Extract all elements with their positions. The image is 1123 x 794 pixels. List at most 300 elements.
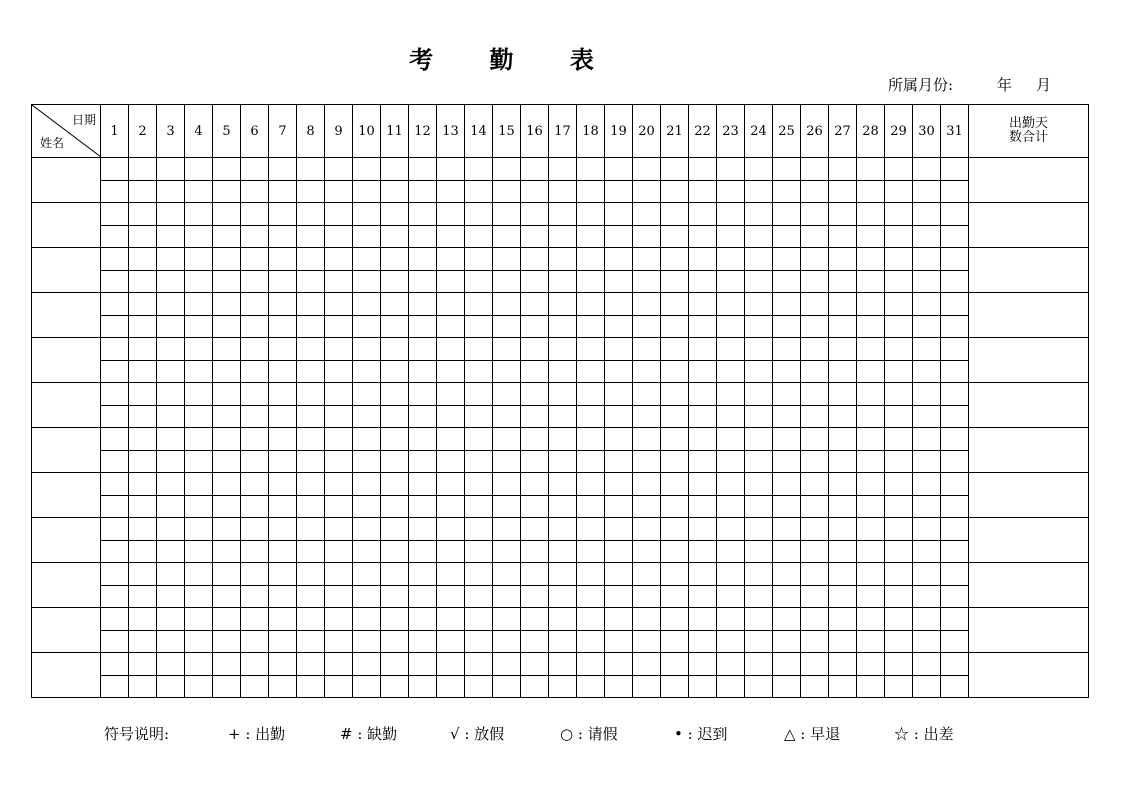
day-cell[interactable]	[829, 450, 857, 473]
total-days-cell[interactable]	[969, 653, 1089, 698]
day-cell[interactable]	[941, 540, 969, 563]
day-cell[interactable]	[493, 428, 521, 451]
day-cell[interactable]	[661, 585, 689, 608]
day-cell[interactable]	[549, 383, 577, 406]
day-cell[interactable]	[717, 158, 745, 181]
day-cell[interactable]	[437, 653, 465, 676]
day-cell[interactable]	[857, 225, 885, 248]
day-cell[interactable]	[213, 293, 241, 316]
total-days-cell[interactable]	[969, 473, 1089, 518]
day-cell[interactable]	[913, 315, 941, 338]
day-cell[interactable]	[521, 608, 549, 631]
day-cell[interactable]	[941, 450, 969, 473]
day-cell[interactable]	[521, 495, 549, 518]
day-cell[interactable]	[605, 203, 633, 226]
day-cell[interactable]	[353, 518, 381, 541]
day-cell[interactable]	[773, 608, 801, 631]
day-cell[interactable]	[437, 315, 465, 338]
day-cell[interactable]	[549, 428, 577, 451]
day-cell[interactable]	[241, 180, 269, 203]
day-cell[interactable]	[885, 360, 913, 383]
day-cell[interactable]	[857, 630, 885, 653]
day-cell[interactable]	[297, 608, 325, 631]
day-cell[interactable]	[745, 518, 773, 541]
day-cell[interactable]	[913, 518, 941, 541]
day-cell[interactable]	[381, 585, 409, 608]
day-cell[interactable]	[745, 293, 773, 316]
day-cell[interactable]	[829, 383, 857, 406]
day-cell[interactable]	[101, 450, 129, 473]
day-cell[interactable]	[409, 653, 437, 676]
day-cell[interactable]	[717, 675, 745, 698]
day-cell[interactable]	[801, 225, 829, 248]
day-cell[interactable]	[633, 405, 661, 428]
day-cell[interactable]	[801, 563, 829, 586]
day-cell[interactable]	[101, 225, 129, 248]
day-cell[interactable]	[409, 405, 437, 428]
day-cell[interactable]	[185, 158, 213, 181]
day-cell[interactable]	[885, 383, 913, 406]
day-cell[interactable]	[661, 518, 689, 541]
day-cell[interactable]	[213, 225, 241, 248]
day-cell[interactable]	[241, 405, 269, 428]
day-cell[interactable]	[773, 428, 801, 451]
day-cell[interactable]	[717, 270, 745, 293]
day-cell[interactable]	[493, 630, 521, 653]
day-cell[interactable]	[885, 428, 913, 451]
day-cell[interactable]	[689, 630, 717, 653]
day-cell[interactable]	[605, 383, 633, 406]
day-cell[interactable]	[325, 518, 353, 541]
day-cell[interactable]	[913, 338, 941, 361]
day-cell[interactable]	[829, 495, 857, 518]
day-cell[interactable]	[465, 563, 493, 586]
day-cell[interactable]	[801, 473, 829, 496]
day-cell[interactable]	[465, 383, 493, 406]
day-cell[interactable]	[605, 563, 633, 586]
day-cell[interactable]	[913, 270, 941, 293]
day-cell[interactable]	[521, 248, 549, 271]
day-cell[interactable]	[913, 248, 941, 271]
day-cell[interactable]	[689, 248, 717, 271]
day-cell[interactable]	[381, 338, 409, 361]
day-cell[interactable]	[941, 473, 969, 496]
total-days-cell[interactable]	[969, 428, 1089, 473]
day-cell[interactable]	[185, 630, 213, 653]
total-days-cell[interactable]	[969, 563, 1089, 608]
day-cell[interactable]	[465, 473, 493, 496]
employee-name-cell[interactable]	[32, 203, 101, 248]
day-cell[interactable]	[801, 158, 829, 181]
day-cell[interactable]	[185, 540, 213, 563]
day-cell[interactable]	[129, 338, 157, 361]
day-cell[interactable]	[773, 360, 801, 383]
day-cell[interactable]	[717, 315, 745, 338]
day-cell[interactable]	[773, 585, 801, 608]
day-cell[interactable]	[409, 563, 437, 586]
day-cell[interactable]	[689, 495, 717, 518]
day-cell[interactable]	[717, 585, 745, 608]
day-cell[interactable]	[689, 653, 717, 676]
day-cell[interactable]	[493, 383, 521, 406]
day-cell[interactable]	[325, 540, 353, 563]
day-cell[interactable]	[381, 293, 409, 316]
day-cell[interactable]	[773, 473, 801, 496]
day-cell[interactable]	[353, 248, 381, 271]
day-cell[interactable]	[885, 450, 913, 473]
day-cell[interactable]	[241, 630, 269, 653]
day-cell[interactable]	[913, 360, 941, 383]
day-cell[interactable]	[801, 608, 829, 631]
day-cell[interactable]	[241, 450, 269, 473]
day-cell[interactable]	[633, 585, 661, 608]
day-cell[interactable]	[941, 248, 969, 271]
day-cell[interactable]	[717, 405, 745, 428]
day-cell[interactable]	[605, 315, 633, 338]
day-cell[interactable]	[381, 158, 409, 181]
day-cell[interactable]	[101, 630, 129, 653]
day-cell[interactable]	[325, 675, 353, 698]
day-cell[interactable]	[885, 203, 913, 226]
day-cell[interactable]	[465, 450, 493, 473]
day-cell[interactable]	[353, 608, 381, 631]
day-cell[interactable]	[129, 630, 157, 653]
day-cell[interactable]	[437, 158, 465, 181]
day-cell[interactable]	[577, 428, 605, 451]
day-cell[interactable]	[913, 473, 941, 496]
day-cell[interactable]	[129, 675, 157, 698]
day-cell[interactable]	[101, 518, 129, 541]
day-cell[interactable]	[241, 653, 269, 676]
day-cell[interactable]	[689, 608, 717, 631]
day-cell[interactable]	[185, 563, 213, 586]
day-cell[interactable]	[745, 225, 773, 248]
day-cell[interactable]	[773, 315, 801, 338]
day-cell[interactable]	[633, 315, 661, 338]
day-cell[interactable]	[353, 158, 381, 181]
day-cell[interactable]	[801, 248, 829, 271]
employee-name-cell[interactable]	[32, 428, 101, 473]
day-cell[interactable]	[465, 630, 493, 653]
day-cell[interactable]	[745, 270, 773, 293]
day-cell[interactable]	[829, 405, 857, 428]
day-cell[interactable]	[493, 338, 521, 361]
day-cell[interactable]	[717, 653, 745, 676]
day-cell[interactable]	[689, 270, 717, 293]
day-cell[interactable]	[773, 563, 801, 586]
day-cell[interactable]	[549, 518, 577, 541]
day-cell[interactable]	[129, 428, 157, 451]
day-cell[interactable]	[829, 563, 857, 586]
day-cell[interactable]	[241, 428, 269, 451]
day-cell[interactable]	[157, 518, 185, 541]
day-cell[interactable]	[465, 608, 493, 631]
day-cell[interactable]	[409, 495, 437, 518]
day-cell[interactable]	[829, 293, 857, 316]
day-cell[interactable]	[773, 450, 801, 473]
day-cell[interactable]	[353, 428, 381, 451]
day-cell[interactable]	[885, 675, 913, 698]
day-cell[interactable]	[269, 315, 297, 338]
day-cell[interactable]	[493, 608, 521, 631]
day-cell[interactable]	[185, 360, 213, 383]
day-cell[interactable]	[605, 675, 633, 698]
day-cell[interactable]	[409, 383, 437, 406]
day-cell[interactable]	[353, 630, 381, 653]
day-cell[interactable]	[353, 315, 381, 338]
day-cell[interactable]	[829, 540, 857, 563]
day-cell[interactable]	[269, 630, 297, 653]
day-cell[interactable]	[801, 428, 829, 451]
day-cell[interactable]	[661, 405, 689, 428]
day-cell[interactable]	[801, 180, 829, 203]
day-cell[interactable]	[941, 293, 969, 316]
day-cell[interactable]	[801, 630, 829, 653]
day-cell[interactable]	[269, 473, 297, 496]
day-cell[interactable]	[493, 158, 521, 181]
day-cell[interactable]	[549, 450, 577, 473]
day-cell[interactable]	[353, 360, 381, 383]
day-cell[interactable]	[521, 450, 549, 473]
day-cell[interactable]	[465, 203, 493, 226]
day-cell[interactable]	[521, 203, 549, 226]
day-cell[interactable]	[633, 338, 661, 361]
day-cell[interactable]	[941, 270, 969, 293]
day-cell[interactable]	[633, 293, 661, 316]
day-cell[interactable]	[885, 608, 913, 631]
day-cell[interactable]	[913, 450, 941, 473]
day-cell[interactable]	[689, 180, 717, 203]
day-cell[interactable]	[661, 563, 689, 586]
day-cell[interactable]	[885, 585, 913, 608]
day-cell[interactable]	[213, 383, 241, 406]
employee-name-cell[interactable]	[32, 293, 101, 338]
day-cell[interactable]	[269, 338, 297, 361]
day-cell[interactable]	[549, 315, 577, 338]
day-cell[interactable]	[857, 495, 885, 518]
day-cell[interactable]	[857, 585, 885, 608]
day-cell[interactable]	[549, 248, 577, 271]
day-cell[interactable]	[745, 360, 773, 383]
day-cell[interactable]	[829, 203, 857, 226]
day-cell[interactable]	[801, 653, 829, 676]
day-cell[interactable]	[857, 563, 885, 586]
day-cell[interactable]	[353, 270, 381, 293]
day-cell[interactable]	[157, 248, 185, 271]
day-cell[interactable]	[605, 405, 633, 428]
day-cell[interactable]	[913, 158, 941, 181]
day-cell[interactable]	[885, 495, 913, 518]
day-cell[interactable]	[605, 248, 633, 271]
day-cell[interactable]	[577, 653, 605, 676]
day-cell[interactable]	[437, 563, 465, 586]
day-cell[interactable]	[101, 405, 129, 428]
day-cell[interactable]	[381, 428, 409, 451]
day-cell[interactable]	[521, 675, 549, 698]
day-cell[interactable]	[717, 630, 745, 653]
day-cell[interactable]	[633, 203, 661, 226]
day-cell[interactable]	[689, 360, 717, 383]
day-cell[interactable]	[773, 203, 801, 226]
day-cell[interactable]	[941, 608, 969, 631]
day-cell[interactable]	[157, 495, 185, 518]
day-cell[interactable]	[605, 450, 633, 473]
day-cell[interactable]	[689, 293, 717, 316]
day-cell[interactable]	[129, 158, 157, 181]
day-cell[interactable]	[661, 383, 689, 406]
day-cell[interactable]	[745, 248, 773, 271]
day-cell[interactable]	[101, 158, 129, 181]
day-cell[interactable]	[661, 180, 689, 203]
day-cell[interactable]	[437, 180, 465, 203]
day-cell[interactable]	[269, 428, 297, 451]
day-cell[interactable]	[101, 473, 129, 496]
day-cell[interactable]	[885, 630, 913, 653]
day-cell[interactable]	[857, 450, 885, 473]
day-cell[interactable]	[353, 563, 381, 586]
day-cell[interactable]	[885, 518, 913, 541]
day-cell[interactable]	[661, 473, 689, 496]
day-cell[interactable]	[521, 338, 549, 361]
day-cell[interactable]	[129, 518, 157, 541]
day-cell[interactable]	[185, 473, 213, 496]
day-cell[interactable]	[353, 180, 381, 203]
day-cell[interactable]	[157, 203, 185, 226]
day-cell[interactable]	[353, 405, 381, 428]
day-cell[interactable]	[717, 293, 745, 316]
day-cell[interactable]	[185, 293, 213, 316]
day-cell[interactable]	[325, 563, 353, 586]
day-cell[interactable]	[241, 338, 269, 361]
day-cell[interactable]	[745, 675, 773, 698]
day-cell[interactable]	[773, 630, 801, 653]
day-cell[interactable]	[157, 428, 185, 451]
day-cell[interactable]	[129, 225, 157, 248]
day-cell[interactable]	[661, 608, 689, 631]
day-cell[interactable]	[605, 518, 633, 541]
day-cell[interactable]	[633, 450, 661, 473]
day-cell[interactable]	[549, 270, 577, 293]
day-cell[interactable]	[297, 518, 325, 541]
day-cell[interactable]	[801, 495, 829, 518]
day-cell[interactable]	[297, 248, 325, 271]
day-cell[interactable]	[885, 473, 913, 496]
day-cell[interactable]	[633, 428, 661, 451]
day-cell[interactable]	[157, 180, 185, 203]
day-cell[interactable]	[885, 158, 913, 181]
day-cell[interactable]	[381, 203, 409, 226]
day-cell[interactable]	[521, 473, 549, 496]
day-cell[interactable]	[353, 540, 381, 563]
day-cell[interactable]	[325, 383, 353, 406]
day-cell[interactable]	[605, 428, 633, 451]
day-cell[interactable]	[829, 180, 857, 203]
day-cell[interactable]	[129, 585, 157, 608]
day-cell[interactable]	[493, 203, 521, 226]
day-cell[interactable]	[353, 653, 381, 676]
day-cell[interactable]	[465, 360, 493, 383]
day-cell[interactable]	[297, 315, 325, 338]
day-cell[interactable]	[269, 248, 297, 271]
day-cell[interactable]	[941, 428, 969, 451]
day-cell[interactable]	[689, 383, 717, 406]
day-cell[interactable]	[801, 315, 829, 338]
day-cell[interactable]	[297, 203, 325, 226]
day-cell[interactable]	[493, 540, 521, 563]
day-cell[interactable]	[437, 225, 465, 248]
day-cell[interactable]	[801, 338, 829, 361]
day-cell[interactable]	[605, 473, 633, 496]
day-cell[interactable]	[941, 158, 969, 181]
day-cell[interactable]	[241, 203, 269, 226]
day-cell[interactable]	[717, 203, 745, 226]
day-cell[interactable]	[801, 540, 829, 563]
day-cell[interactable]	[577, 248, 605, 271]
day-cell[interactable]	[269, 518, 297, 541]
day-cell[interactable]	[521, 540, 549, 563]
day-cell[interactable]	[633, 383, 661, 406]
day-cell[interactable]	[605, 270, 633, 293]
day-cell[interactable]	[381, 405, 409, 428]
day-cell[interactable]	[381, 540, 409, 563]
day-cell[interactable]	[773, 338, 801, 361]
day-cell[interactable]	[745, 383, 773, 406]
day-cell[interactable]	[773, 518, 801, 541]
day-cell[interactable]	[717, 563, 745, 586]
day-cell[interactable]	[409, 540, 437, 563]
day-cell[interactable]	[129, 653, 157, 676]
day-cell[interactable]	[101, 428, 129, 451]
employee-name-cell[interactable]	[32, 383, 101, 428]
day-cell[interactable]	[885, 540, 913, 563]
day-cell[interactable]	[465, 315, 493, 338]
day-cell[interactable]	[129, 270, 157, 293]
day-cell[interactable]	[409, 225, 437, 248]
day-cell[interactable]	[577, 675, 605, 698]
day-cell[interactable]	[913, 563, 941, 586]
day-cell[interactable]	[689, 675, 717, 698]
day-cell[interactable]	[577, 473, 605, 496]
day-cell[interactable]	[577, 338, 605, 361]
day-cell[interactable]	[885, 225, 913, 248]
day-cell[interactable]	[437, 428, 465, 451]
day-cell[interactable]	[801, 360, 829, 383]
day-cell[interactable]	[605, 293, 633, 316]
day-cell[interactable]	[689, 338, 717, 361]
day-cell[interactable]	[269, 405, 297, 428]
day-cell[interactable]	[185, 585, 213, 608]
total-days-cell[interactable]	[969, 518, 1089, 563]
day-cell[interactable]	[493, 585, 521, 608]
day-cell[interactable]	[493, 450, 521, 473]
day-cell[interactable]	[297, 495, 325, 518]
day-cell[interactable]	[549, 293, 577, 316]
day-cell[interactable]	[213, 248, 241, 271]
day-cell[interactable]	[129, 563, 157, 586]
day-cell[interactable]	[633, 248, 661, 271]
day-cell[interactable]	[577, 315, 605, 338]
day-cell[interactable]	[745, 158, 773, 181]
day-cell[interactable]	[857, 428, 885, 451]
day-cell[interactable]	[913, 630, 941, 653]
day-cell[interactable]	[297, 293, 325, 316]
day-cell[interactable]	[913, 675, 941, 698]
day-cell[interactable]	[381, 383, 409, 406]
day-cell[interactable]	[521, 360, 549, 383]
day-cell[interactable]	[549, 563, 577, 586]
day-cell[interactable]	[661, 428, 689, 451]
day-cell[interactable]	[549, 540, 577, 563]
